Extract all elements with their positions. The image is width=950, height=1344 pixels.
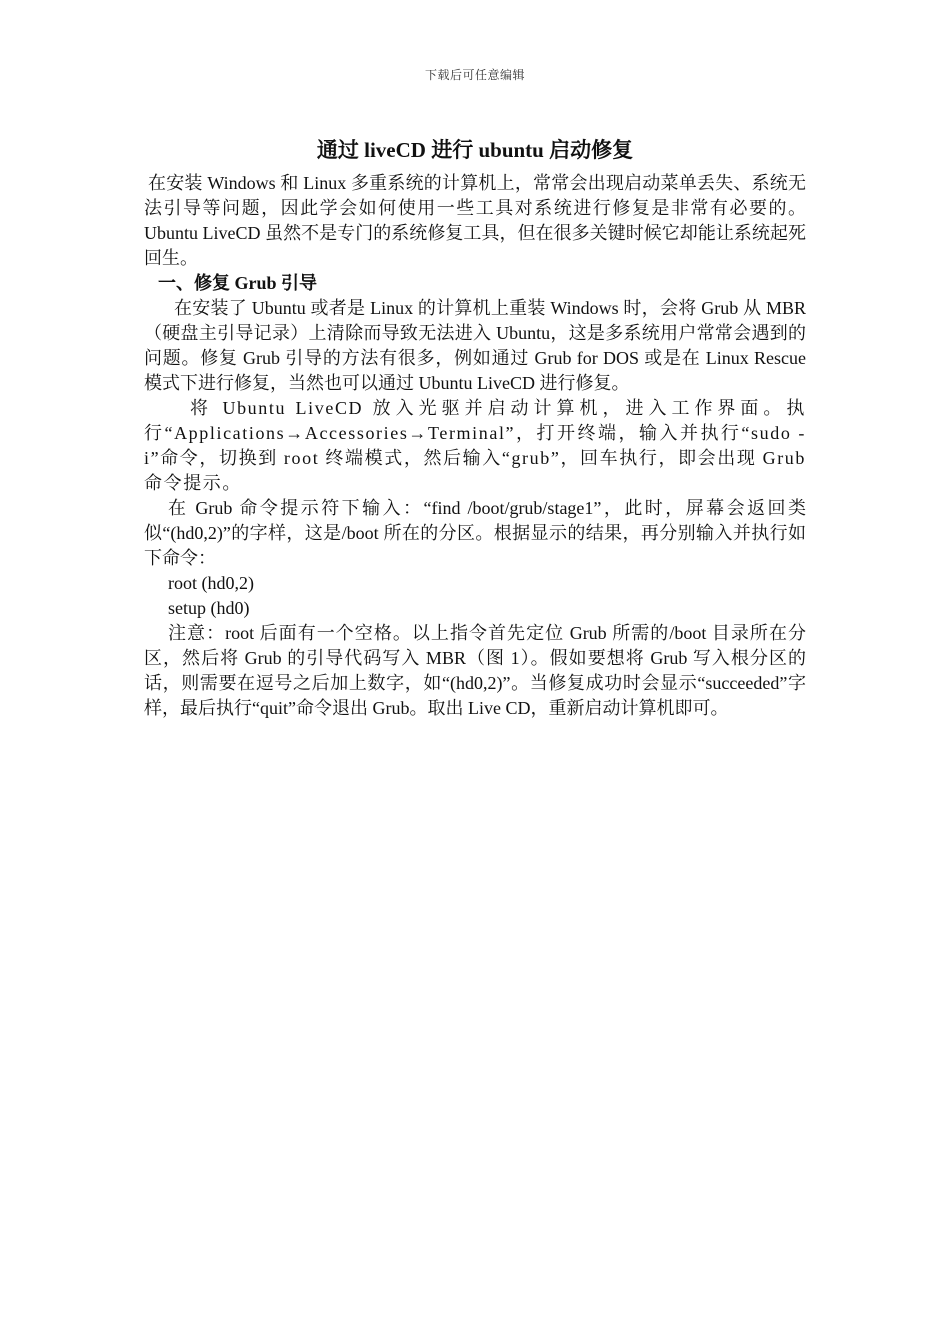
document-title: 通过 liveCD 进行 ubuntu 启动修复 (316, 138, 634, 162)
paragraph-notes: 注意：root 后面有一个空格。以上指令首先定位 Grub 所需的/boot 目录所在分区，然后将 Grub 的引导代码写入 MBR（图 1）。假如要想将 Grub 写入根分区的话，则需要在逗号之后加上数字，如“(hd0,2)”。当修复成功时会显示“succeeded”字样，最后执行“quit”命令退出 Grub。取出 Live CD，重新启动计算机即可。 (144, 623, 807, 718)
page-header-note: 下载后可任意编辑 (424, 68, 525, 82)
section-heading-grub: 一、修复 Grub 引导 (158, 273, 318, 293)
intro-paragraph: 在安装 Windows 和 Linux 多重系统的计算机上，常常会出现启动菜单丢失、系统无法引导等问题，因此学会如何使用一些工具对系统进行修复是非常有必要的。Ubuntu LiveCD 虽然不是专门的系统修复工具，但在很多关键时候它却能让系统起死回生。 (144, 173, 806, 268)
command-root: root (hd0,2) (168, 573, 254, 593)
paragraph-find-stage1: 在 Grub 命令提示符下输入：“find /boot/grub/stage1”，此时，屏幕会返回类似“(hd0,2)”的字样，这是/boot 所在的分区。根据显示的结果，再分别输入并执行如下命令： (144, 498, 806, 568)
command-setup: setup (hd0) (168, 598, 250, 618)
document-body (144, 171, 806, 721)
paragraph-grub-background: 在安装了 Ubuntu 或者是 Linux 的计算机上重装 Windows 时，会将 Grub 从 MBR（硬盘主引导记录）上清除而导致无法进入 Ubuntu，这是多系统用户常常会遇到的问题。修复 Grub 引导的方法有很多，例如通过 Grub for DOS 或是在 Linux Rescue 模式下进行修复，当然也可以通过 Ubuntu LiveCD 进行修复。 (144, 298, 806, 393)
paragraph-open-terminal: 将 Ubuntu LiveCD 放入光驱并启动计算机，进入工作界面。执行“Applications→Accessories→Terminal”，打开终端，输入并执行“sudo -i”命令，切换到 root 终端模式，然后输入“grub”，回车执行，即会出现 Grub 命令提示。 (144, 398, 806, 493)
